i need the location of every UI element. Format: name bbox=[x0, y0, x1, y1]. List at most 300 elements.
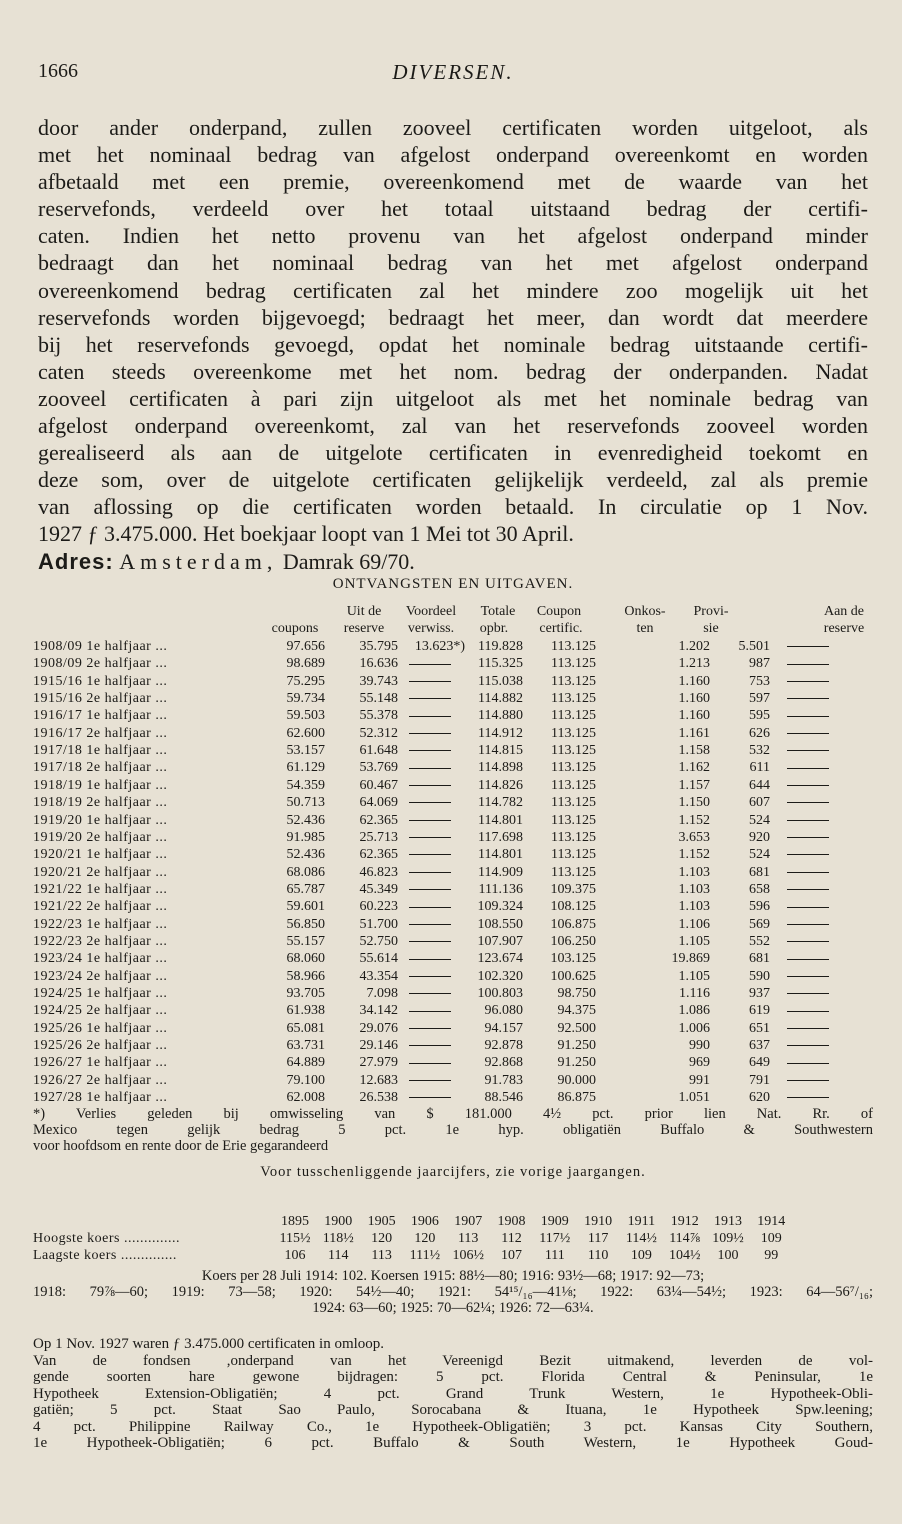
period-cell: 1923/24 1e halfjaar ... bbox=[33, 951, 168, 967]
empty-dash bbox=[787, 750, 829, 751]
table-row bbox=[33, 968, 873, 985]
empty-dash bbox=[787, 976, 829, 977]
value-cell: 79.100 bbox=[286, 1072, 325, 1088]
price-history-text bbox=[33, 1268, 873, 1316]
year-cell: 1907 bbox=[454, 1214, 483, 1229]
address-line bbox=[38, 548, 868, 576]
value-cell bbox=[777, 933, 839, 950]
footnote-line: Mexico tegen gelijk bedrag 5 pct. 1e hyp. obligatiën Buffalo & Southwestern bbox=[33, 1122, 873, 1138]
section-title: DIVERSEN. bbox=[392, 60, 514, 84]
body-line: bedraagt dan het nominaal bedrag van het met afgelost onderpand bbox=[38, 250, 868, 276]
column-header: sie bbox=[703, 621, 719, 636]
empty-dash bbox=[409, 750, 451, 751]
year-cell: 1909 bbox=[540, 1214, 569, 1229]
value-cell: 61.938 bbox=[286, 1003, 325, 1019]
empty-dash bbox=[409, 907, 451, 908]
value-cell: 52.436 bbox=[286, 812, 325, 828]
table-row bbox=[33, 898, 873, 915]
table-row bbox=[33, 812, 873, 829]
value-cell: 109.375 bbox=[550, 881, 596, 897]
period-cell: 1923/24 2e halfjaar ... bbox=[33, 968, 168, 984]
value-cell: 1.103 bbox=[678, 881, 710, 897]
empty-dash bbox=[787, 698, 829, 699]
value-cell: 55.148 bbox=[359, 691, 398, 707]
footnote-line: *) Verlies geleden bij omwisseling van $ 181.000 4½ pct. prior lien Nat. Rr. of bbox=[33, 1106, 873, 1122]
value-cell: 524 bbox=[749, 812, 770, 828]
value-cell: 937 bbox=[749, 986, 770, 1001]
price-row bbox=[33, 1231, 873, 1247]
value-cell: 114.815 bbox=[478, 743, 523, 759]
empty-dash bbox=[409, 768, 451, 769]
value-cell bbox=[777, 864, 839, 881]
column-header: opbr. bbox=[479, 621, 509, 636]
value-cell bbox=[395, 725, 465, 742]
value-cell: 1.150 bbox=[678, 795, 710, 811]
funds-line: Hypotheek Extension-Obligatiën; 4 pct. Grand Trunk Western, 1e Hypotheek-Obli- bbox=[33, 1385, 873, 1402]
value-cell: 1.158 bbox=[678, 743, 710, 759]
empty-dash bbox=[409, 959, 451, 960]
table-row bbox=[33, 794, 873, 811]
value-cell: 113.125 bbox=[551, 743, 596, 759]
value-cell bbox=[395, 846, 465, 863]
empty-dash bbox=[787, 1045, 829, 1046]
body-line: afbetaald met een premie, overeenkomend met de waarde van het bbox=[38, 169, 868, 195]
empty-dash bbox=[787, 1011, 829, 1012]
value-cell: 46.823 bbox=[359, 864, 398, 880]
year-cell: 1900 bbox=[324, 1214, 353, 1229]
funds-line: gatiën; 5 pct. Staat Sao Paulo, Sorocabana & Ituana, 1e Hypotheek Spw.leening; bbox=[33, 1402, 873, 1418]
price-cell: 117½ bbox=[539, 1231, 571, 1246]
body-line: reservefonds worden bijgevoegd; bedraagt het meer, dan wordt dat meerdere bbox=[38, 304, 868, 330]
interim-note: Voor tusschenliggende jaarcijfers, zie vorige jaargangen. bbox=[260, 1164, 646, 1180]
value-cell: 92.500 bbox=[557, 1020, 596, 1036]
empty-dash bbox=[409, 1028, 451, 1029]
value-cell: 39.743 bbox=[359, 673, 398, 689]
address-label: Adres: bbox=[38, 548, 114, 574]
value-cell bbox=[777, 759, 839, 776]
value-cell: 1.202 bbox=[678, 639, 710, 654]
table-row bbox=[33, 777, 873, 794]
empty-dash bbox=[409, 872, 451, 873]
empty-dash bbox=[409, 1011, 451, 1012]
value-cell bbox=[395, 881, 465, 898]
empty-dash bbox=[409, 785, 451, 786]
price-cell: 114 bbox=[328, 1248, 349, 1263]
table-footnote bbox=[33, 1106, 873, 1181]
table-row bbox=[33, 1089, 873, 1106]
empty-dash bbox=[787, 889, 829, 890]
value-cell: 1.161 bbox=[678, 725, 710, 741]
value-cell: 52.436 bbox=[286, 847, 325, 863]
value-cell bbox=[395, 950, 465, 967]
body-line: deze som, over de uitgelote certificaten gelijkelijk verdeeld, zal als premie bbox=[38, 467, 868, 493]
period-cell: 1916/17 2e halfjaar ... bbox=[33, 725, 168, 741]
value-cell: 91.250 bbox=[557, 1055, 596, 1071]
value-cell: 681 bbox=[749, 864, 770, 880]
value-cell: 626 bbox=[749, 725, 770, 741]
empty-dash bbox=[409, 924, 451, 925]
column-header: verwiss. bbox=[407, 621, 455, 636]
value-cell: 27.979 bbox=[359, 1055, 398, 1071]
value-cell: 61.648 bbox=[359, 743, 398, 759]
value-cell bbox=[395, 690, 465, 707]
value-cell: 114.880 bbox=[478, 708, 523, 724]
price-cell: 114½ bbox=[625, 1231, 657, 1246]
period-cell: 1924/25 2e halfjaar ... bbox=[33, 1003, 168, 1019]
value-cell: 597 bbox=[749, 691, 770, 707]
value-cell bbox=[777, 985, 839, 1002]
table-row bbox=[33, 864, 873, 881]
value-cell: 791 bbox=[749, 1072, 770, 1088]
value-cell: 114.882 bbox=[478, 691, 523, 707]
value-cell: 26.538 bbox=[359, 1090, 398, 1106]
value-cell bbox=[395, 985, 465, 1002]
price-cell: 120 bbox=[414, 1231, 436, 1246]
value-cell bbox=[777, 638, 839, 655]
empty-dash bbox=[409, 1063, 451, 1064]
funds-line: Op 1 Nov. 1927 waren ƒ 3.475.000 certificaten in omloop. bbox=[33, 1336, 385, 1352]
empty-dash bbox=[409, 802, 451, 803]
value-cell: 113.125 bbox=[551, 708, 596, 724]
funds-paragraph bbox=[33, 1336, 873, 1452]
empty-dash bbox=[787, 716, 829, 717]
body-line: reservefonds, verdeeld over het totaal uitstaand bedrag der certifi- bbox=[38, 196, 868, 222]
empty-dash bbox=[787, 924, 829, 925]
value-cell bbox=[777, 1072, 839, 1089]
table-row bbox=[33, 638, 873, 655]
price-cell: 113 bbox=[371, 1248, 392, 1263]
column-header: Provi- bbox=[693, 604, 729, 619]
funds-line: 4 pct. Philippine Railway Co., 1e Hypotheek-Obligatiën; 3 pct. Kansas City Southern, bbox=[33, 1418, 873, 1435]
value-cell: 53.157 bbox=[286, 743, 325, 759]
value-cell: 56.850 bbox=[286, 916, 325, 932]
period-cell: 1922/23 2e halfjaar ... bbox=[33, 933, 168, 949]
value-cell: 88.546 bbox=[484, 1090, 523, 1106]
price-cell: 104½ bbox=[668, 1248, 701, 1263]
body-line: van aflossing op die certificaten worden betaald. In circulatie op 1 Nov. bbox=[38, 494, 868, 520]
value-cell: 113.125 bbox=[551, 812, 596, 828]
table-row bbox=[33, 881, 873, 898]
period-cell: 1908/09 2e halfjaar ... bbox=[33, 656, 168, 672]
value-cell: 115.325 bbox=[478, 656, 523, 672]
value-cell bbox=[395, 916, 465, 933]
empty-dash bbox=[409, 733, 451, 734]
column-header: Coupon bbox=[536, 604, 582, 619]
value-cell: 117.698 bbox=[478, 829, 523, 845]
value-cell: 12.683 bbox=[359, 1072, 398, 1088]
value-cell: 123.674 bbox=[477, 951, 523, 967]
value-cell: 1.105 bbox=[678, 933, 710, 949]
empty-dash bbox=[409, 716, 451, 717]
price-line: 1924: 63—60; 1925: 70—62¼; 1926: 72—63¼. bbox=[312, 1300, 594, 1316]
table-row bbox=[33, 690, 873, 707]
table-row bbox=[33, 707, 873, 724]
value-cell: 19.869 bbox=[671, 951, 710, 967]
period-cell: 1915/16 2e halfjaar ... bbox=[33, 691, 168, 707]
value-cell: 107.907 bbox=[477, 933, 523, 949]
body-line: door ander onderpand, zullen zooveel certificaten worden uitgeloot, als bbox=[38, 115, 868, 140]
value-cell: 1.213 bbox=[678, 656, 710, 672]
column-header: certific. bbox=[539, 621, 583, 636]
value-cell: 108.550 bbox=[477, 916, 523, 932]
value-cell: 75.295 bbox=[286, 673, 325, 689]
period-cell: 1908/09 1e halfjaar ... bbox=[33, 639, 168, 654]
body-line: 1927 ƒ 3.475.000. Het boekjaar loopt van 1 Mei tot 30 April. bbox=[38, 521, 574, 547]
period-cell: 1921/22 1e halfjaar ... bbox=[33, 881, 168, 897]
value-cell: 100.803 bbox=[477, 986, 523, 1001]
value-cell: 1.160 bbox=[678, 673, 710, 689]
value-cell: 35.795 bbox=[359, 639, 398, 654]
empty-dash bbox=[787, 646, 829, 647]
empty-dash bbox=[787, 785, 829, 786]
value-cell: 987 bbox=[749, 656, 770, 672]
value-cell bbox=[395, 1020, 465, 1037]
column-header: Totale bbox=[480, 604, 516, 619]
period-cell: 1918/19 2e halfjaar ... bbox=[33, 795, 168, 811]
value-cell: 1.160 bbox=[678, 708, 710, 724]
price-cell: 109½ bbox=[712, 1231, 744, 1246]
value-cell: 114.912 bbox=[478, 725, 523, 741]
value-cell: 55.614 bbox=[359, 951, 398, 967]
body-line: afgelost onderpand overeenkomt, zal van het reservefonds zooveel worden bbox=[38, 413, 868, 439]
empty-dash bbox=[787, 664, 829, 665]
body-line: bij het reservefonds gevoegd, opdat het nominale bedrag uitstaande certifi- bbox=[38, 331, 868, 357]
price-cell: 110 bbox=[587, 1248, 609, 1263]
value-cell: 1.152 bbox=[678, 847, 710, 863]
value-cell: 113.125 bbox=[551, 829, 596, 845]
value-cell: 607 bbox=[749, 795, 770, 811]
period-cell: 1920/21 2e halfjaar ... bbox=[33, 864, 168, 880]
value-cell: 55.378 bbox=[359, 708, 398, 724]
empty-dash bbox=[787, 1097, 829, 1098]
value-cell: 98.750 bbox=[557, 986, 596, 1001]
value-cell: 111.136 bbox=[478, 881, 523, 897]
value-cell: 90.000 bbox=[557, 1072, 596, 1088]
price-cell: 111½ bbox=[409, 1248, 441, 1263]
value-cell: 94.157 bbox=[484, 1020, 523, 1036]
value-cell: 113.125 bbox=[551, 760, 596, 776]
value-cell: 115.038 bbox=[478, 673, 523, 689]
value-cell: 92.878 bbox=[484, 1038, 523, 1054]
period-cell: 1924/25 1e halfjaar ... bbox=[33, 986, 168, 1001]
value-cell: 649 bbox=[749, 1055, 770, 1071]
period-cell: 1919/20 1e halfjaar ... bbox=[33, 812, 168, 828]
value-cell bbox=[777, 1002, 839, 1019]
table-row bbox=[33, 829, 873, 846]
funds-line: Van de fondsen ,onderpand van het Vereenigd Bezit uitmakend, leverden de vol- bbox=[33, 1352, 873, 1369]
value-cell: 119.828 bbox=[478, 639, 523, 654]
period-cell: 1922/23 1e halfjaar ... bbox=[33, 916, 168, 932]
value-cell: 100.625 bbox=[550, 968, 596, 984]
value-cell bbox=[395, 933, 465, 950]
value-cell: 51.700 bbox=[359, 916, 398, 932]
value-cell bbox=[395, 1002, 465, 1019]
empty-dash bbox=[409, 664, 451, 665]
value-cell: 1.162 bbox=[678, 760, 710, 776]
price-row bbox=[33, 1248, 873, 1264]
value-cell: 1.103 bbox=[678, 864, 710, 880]
funds-line: 1e Hypotheek-Obligatiën; 6 pct. Buffalo & South Western, 1e Hypotheek Goud- bbox=[33, 1435, 873, 1451]
value-cell: 52.750 bbox=[359, 933, 398, 949]
table-row bbox=[33, 725, 873, 742]
value-cell bbox=[777, 968, 839, 985]
value-cell: 64.889 bbox=[286, 1055, 325, 1071]
row-label: Hoogste koers .............. bbox=[33, 1231, 180, 1246]
price-cell: 100 bbox=[717, 1248, 739, 1263]
value-cell: 113.125 bbox=[551, 864, 596, 880]
value-cell: 114.801 bbox=[478, 847, 523, 863]
value-cell: 1.051 bbox=[678, 1090, 710, 1106]
table-row bbox=[33, 742, 873, 759]
value-cell: 113.125 bbox=[551, 691, 596, 707]
period-cell: 1926/27 1e halfjaar ... bbox=[33, 1055, 168, 1071]
value-cell: 651 bbox=[749, 1020, 770, 1036]
table-row bbox=[33, 846, 873, 863]
value-cell: 1.106 bbox=[678, 916, 710, 932]
empty-dash bbox=[409, 698, 451, 699]
price-cell: 117 bbox=[587, 1231, 609, 1246]
value-cell: 62.365 bbox=[359, 847, 398, 863]
page-header bbox=[38, 60, 868, 86]
empty-dash bbox=[409, 941, 451, 942]
value-cell: 753 bbox=[749, 673, 770, 689]
value-cell: 62.365 bbox=[359, 812, 398, 828]
value-cell: 113.125 bbox=[551, 847, 596, 863]
table-row bbox=[33, 1002, 873, 1019]
value-cell bbox=[395, 794, 465, 811]
price-cell: 99 bbox=[764, 1248, 779, 1263]
price-cell: 109 bbox=[630, 1248, 652, 1263]
value-cell: 94.375 bbox=[557, 1003, 596, 1019]
empty-dash bbox=[787, 907, 829, 908]
body-line: gerealiseerd als aan de uitgelote certificaten in evenredigheid toekomt en bbox=[38, 440, 868, 466]
body-line: met het nominaal bedrag van afgelost onderpand overeenkomt en worden bbox=[38, 142, 868, 168]
empty-dash bbox=[787, 993, 829, 994]
empty-dash bbox=[409, 1097, 451, 1098]
price-cell: 111 bbox=[544, 1248, 565, 1263]
value-cell bbox=[777, 673, 839, 690]
table-row bbox=[33, 950, 873, 967]
body-line: caten steeds overeenkome met het nom. bedrag der onderpanden. Nadat bbox=[38, 358, 868, 384]
value-cell: 1.105 bbox=[678, 968, 710, 984]
value-cell: 86.875 bbox=[557, 1090, 596, 1106]
table-row bbox=[33, 1020, 873, 1037]
price-cell: 120 bbox=[371, 1231, 393, 1246]
value-cell bbox=[395, 707, 465, 724]
row-label: Laagste koers .............. bbox=[33, 1248, 177, 1263]
empty-dash bbox=[787, 802, 829, 803]
table-row bbox=[33, 916, 873, 933]
value-cell: 61.129 bbox=[286, 760, 325, 776]
value-cell: 637 bbox=[749, 1038, 770, 1054]
value-cell bbox=[777, 846, 839, 863]
year-cell: 1906 bbox=[410, 1214, 439, 1229]
value-cell: 63.731 bbox=[286, 1038, 325, 1054]
value-cell: 96.080 bbox=[484, 1003, 523, 1019]
value-cell: 114.782 bbox=[478, 795, 523, 811]
value-cell: 991 bbox=[689, 1072, 710, 1088]
value-cell: 114.898 bbox=[478, 760, 523, 776]
value-cell bbox=[777, 881, 839, 898]
value-cell bbox=[777, 777, 839, 794]
value-cell: 114.826 bbox=[478, 777, 523, 793]
value-cell: 65.081 bbox=[286, 1020, 325, 1036]
value-cell: 98.689 bbox=[286, 656, 325, 672]
value-cell: 59.503 bbox=[286, 708, 325, 724]
table-row bbox=[33, 985, 873, 1002]
value-cell: 53.769 bbox=[359, 760, 398, 776]
value-cell: 109.324 bbox=[477, 899, 523, 915]
year-row bbox=[33, 1214, 873, 1230]
value-cell: 92.868 bbox=[484, 1055, 523, 1071]
value-cell: 91.250 bbox=[557, 1038, 596, 1054]
body-line: zooveel certificaten à pari zijn uitgeloot als met het nominale bedrag van bbox=[38, 385, 868, 411]
value-cell: 64.069 bbox=[359, 795, 398, 811]
price-cell: 113 bbox=[457, 1231, 479, 1246]
value-cell: 619 bbox=[749, 1003, 770, 1019]
value-cell bbox=[777, 1054, 839, 1071]
column-header: coupons bbox=[271, 621, 319, 636]
value-cell: 106.875 bbox=[550, 916, 596, 932]
value-cell bbox=[777, 794, 839, 811]
empty-dash bbox=[409, 889, 451, 890]
column-header: reserve bbox=[823, 621, 865, 636]
value-cell: 681 bbox=[749, 951, 770, 967]
table-title: ONTVANGSTEN EN UITGAVEN. bbox=[332, 576, 574, 592]
value-cell: 97.656 bbox=[286, 639, 325, 654]
value-cell: 60.467 bbox=[359, 777, 398, 793]
value-cell: 532 bbox=[749, 743, 770, 759]
body-line: overeenkomend bedrag certificaten zal het mindere zoo mogelijk uit het bbox=[38, 277, 868, 303]
value-cell bbox=[395, 1072, 465, 1089]
value-cell bbox=[777, 1089, 839, 1106]
value-cell bbox=[395, 673, 465, 690]
period-cell: 1916/17 1e halfjaar ... bbox=[33, 708, 168, 724]
column-header: Aan de bbox=[823, 604, 865, 619]
price-cell: 115½ bbox=[279, 1231, 311, 1246]
value-cell: 29.146 bbox=[359, 1038, 398, 1054]
period-cell: 1921/22 2e halfjaar ... bbox=[33, 899, 168, 915]
period-cell: 1918/19 1e halfjaar ... bbox=[33, 777, 168, 793]
value-cell: 524 bbox=[749, 847, 770, 863]
value-cell bbox=[777, 655, 839, 672]
value-cell: 50.713 bbox=[286, 795, 325, 811]
value-cell: 59.601 bbox=[286, 899, 325, 915]
value-cell: 113.125 bbox=[551, 795, 596, 811]
period-cell: 1917/18 2e halfjaar ... bbox=[33, 760, 168, 776]
value-cell: 113.125 bbox=[551, 673, 596, 689]
empty-dash bbox=[409, 837, 451, 838]
year-cell: 1914 bbox=[757, 1214, 786, 1229]
value-cell: 16.636 bbox=[359, 656, 398, 672]
value-cell: 1.103 bbox=[678, 899, 710, 915]
value-cell: 114.909 bbox=[478, 864, 523, 880]
value-cell: 3.653 bbox=[678, 829, 710, 845]
value-cell: 43.354 bbox=[359, 968, 398, 984]
empty-dash bbox=[409, 976, 451, 977]
price-cell: 112 bbox=[501, 1231, 522, 1246]
value-cell: 68.060 bbox=[286, 951, 325, 967]
column-header: reserve bbox=[343, 621, 385, 636]
empty-dash bbox=[787, 733, 829, 734]
value-cell bbox=[395, 655, 465, 672]
value-cell: 45.349 bbox=[359, 881, 398, 897]
column-header: Onkos- bbox=[624, 604, 666, 619]
period-cell: 1915/16 1e halfjaar ... bbox=[33, 673, 168, 689]
year-cell: 1912 bbox=[670, 1214, 699, 1229]
value-cell: 68.086 bbox=[286, 864, 325, 880]
price-cell: 114⅞ bbox=[669, 1231, 701, 1246]
